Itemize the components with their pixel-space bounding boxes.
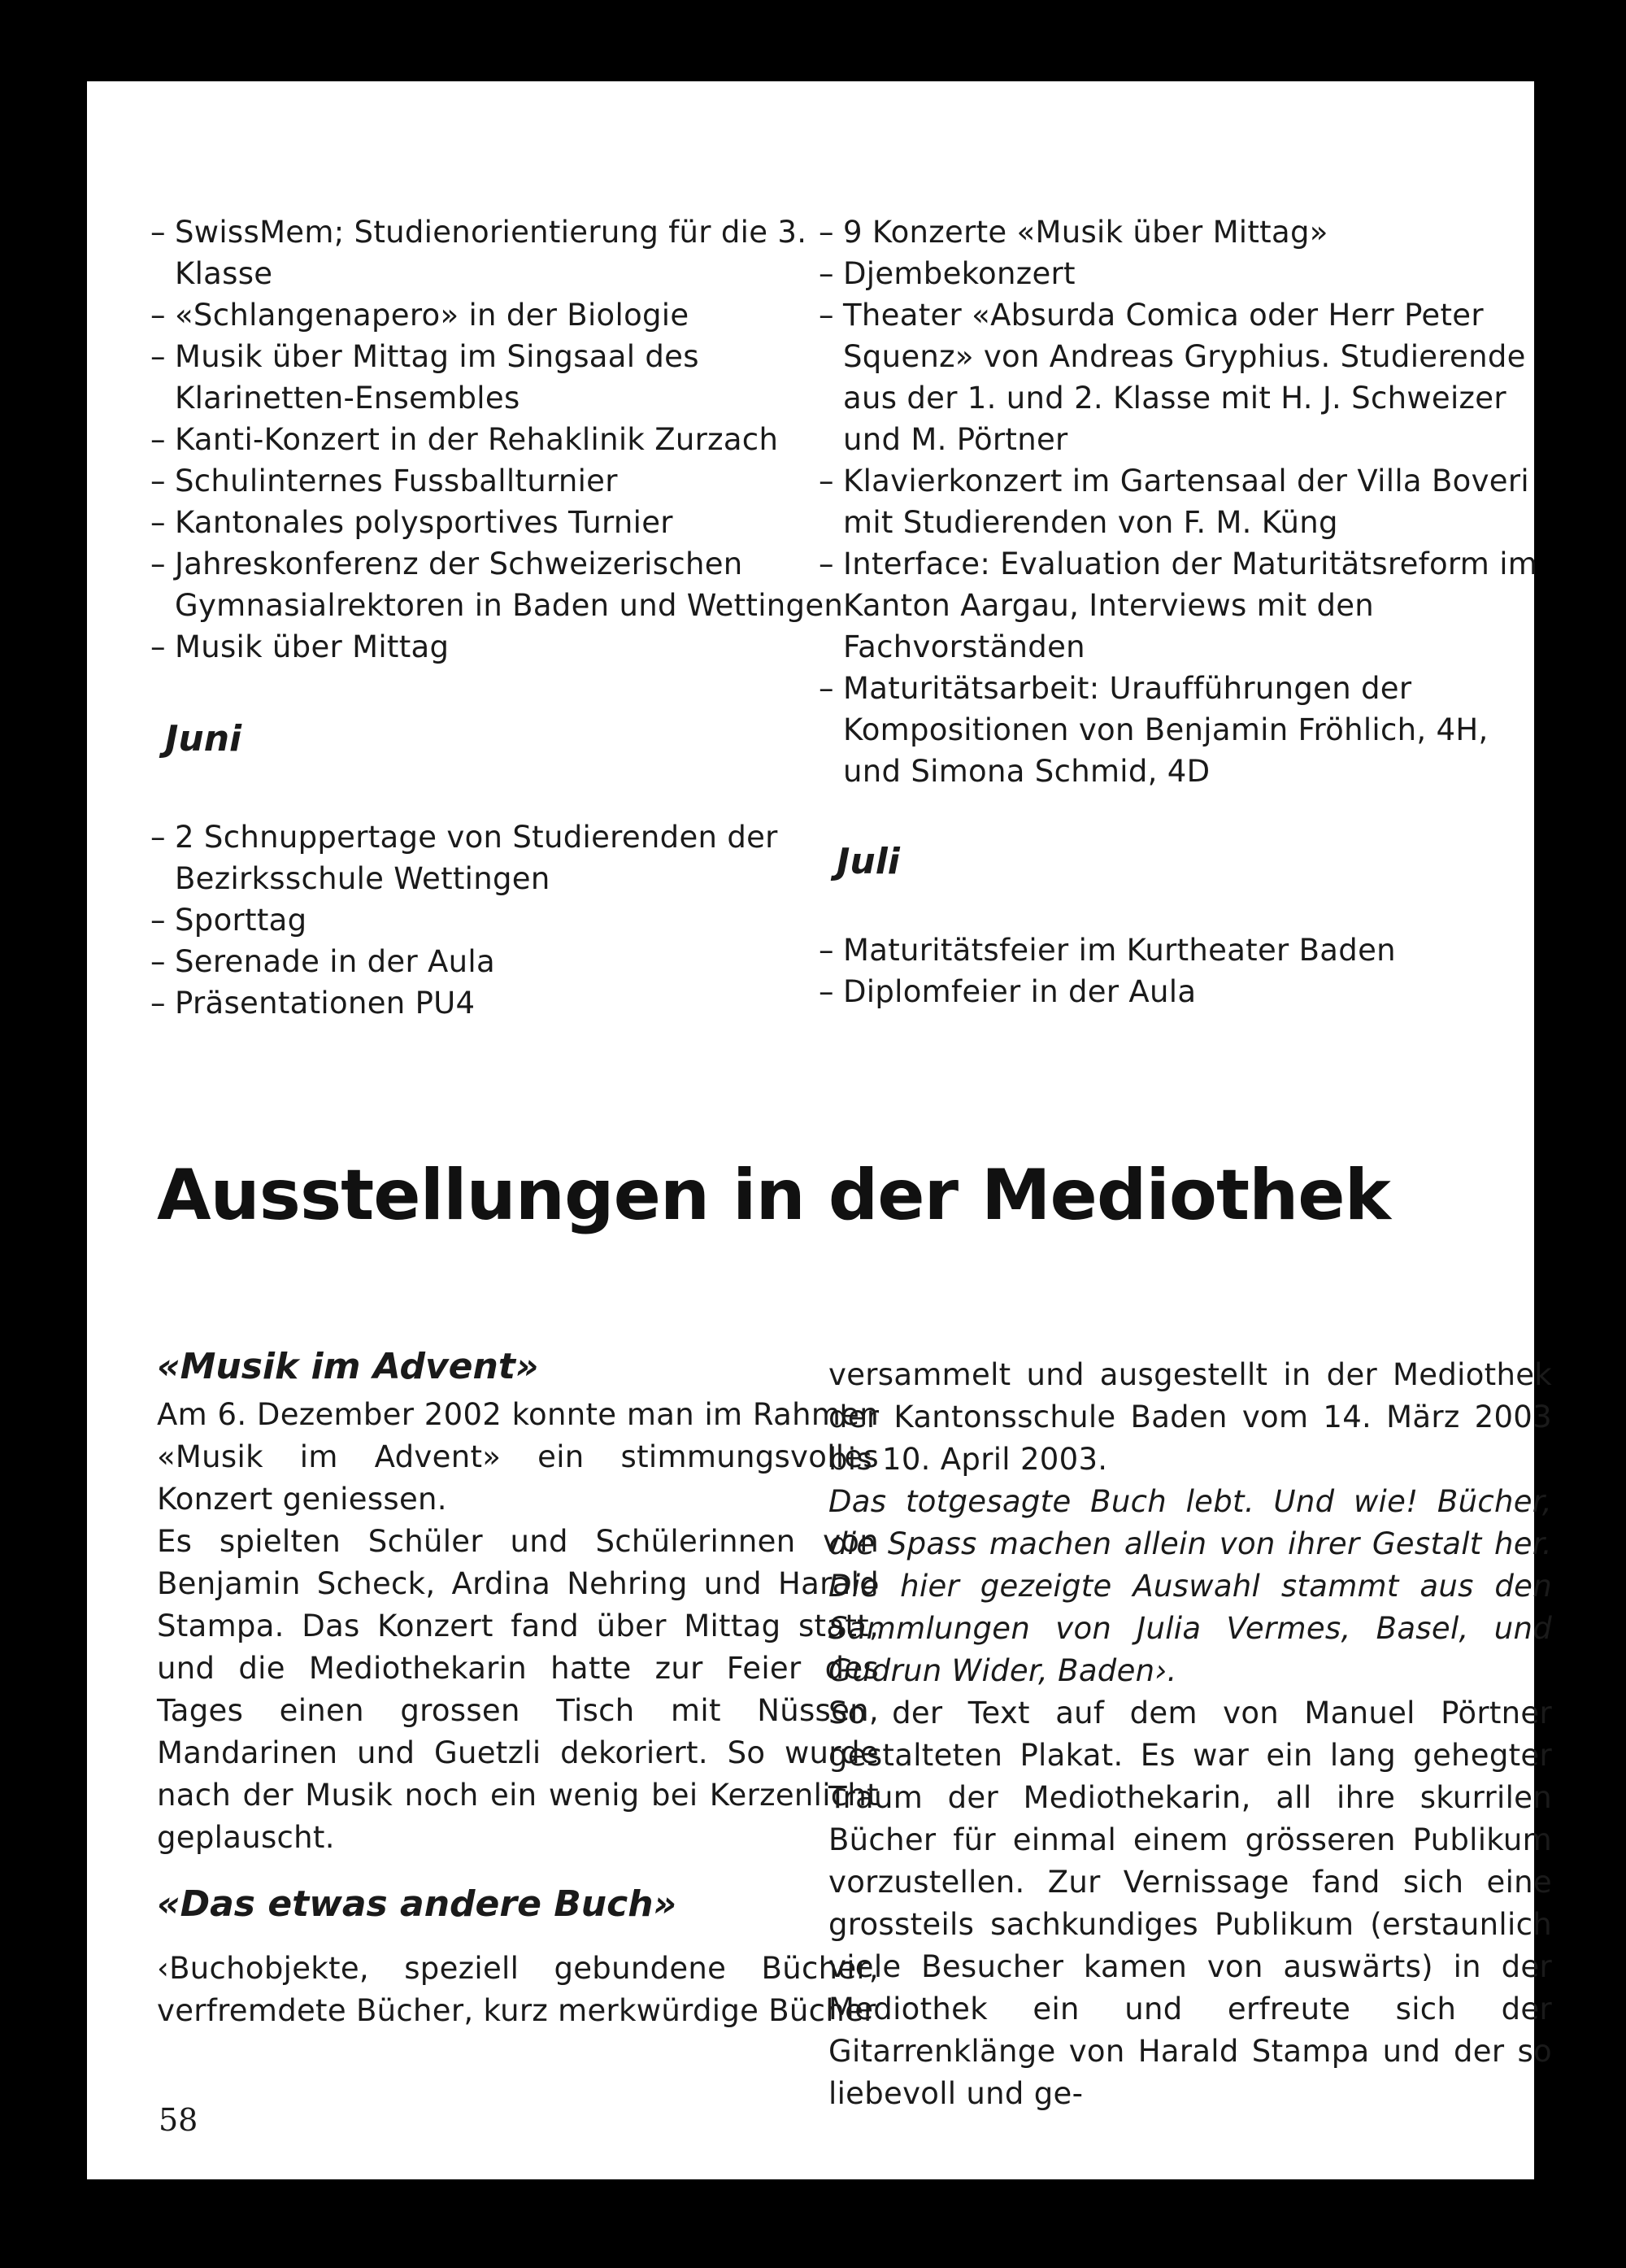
paragraph: Es spielten Schüler und Schülerinnen von Benjamin Scheck, Ardina Nehring und Harald Stampa. Das Konzert fand über Mittag statt, und die Mediothekarin hatte zur Feier des Tages einen grossen Tisch mit Nüssen, Mandarinen und Guetzli dekoriert. So wurde nach der Musik noch ein wenig bei Kerzenlicht geplauscht. xyxy=(157,1524,879,1855)
events-list-juni xyxy=(150,816,879,1024)
list-item: – 9 Konzerte «Musik über Mittag» xyxy=(819,211,1550,253)
paragraph: Am 6. Dezember 2002 konnte man im Rahmen «Musik im Advent» ein stimmungsvolles Konzert geniessen. xyxy=(157,1397,879,1517)
list-item: – Theater «Absurda Comica oder Herr Peter Squenz» von Andreas Gryphius. Studierende aus der 1. und 2. Klasse mit H. J. Schweizer und M. Pörtner xyxy=(819,294,1550,460)
document-page xyxy=(87,81,1552,2179)
page-number: 58 xyxy=(159,2102,198,2138)
events-list-continued xyxy=(819,211,1550,792)
list-item: – Maturitätsarbeit: Uraufführungen der Kompositionen von Benjamin Fröhlich, 4H, und Simona Schmid, 4D xyxy=(819,668,1550,792)
list-item: – Diplomfeier in der Aula xyxy=(819,971,1550,1012)
list-item: – SwissMem; Studienorientierung für die 3. Klasse xyxy=(150,211,879,294)
list-item: – Kanti-Konzert in der Rehaklinik Zurzach xyxy=(150,419,879,460)
list-item: – Jahreskonferenz der Schweizerischen Gymnasialrektoren in Baden und Wettingen xyxy=(150,543,879,626)
events-list-may xyxy=(150,211,879,668)
list-item: – Klavierkonzert im Gartensaal der Villa Boveri mit Studierenden von F. M. Küng xyxy=(819,460,1550,543)
list-item: – Sporttag xyxy=(150,899,879,941)
list-item: – Musik über Mittag im Singsaal des Klarinetten-Ensembles xyxy=(150,336,879,419)
section-title: Ausstellungen in der Mediothek xyxy=(157,1155,1390,1236)
left-column-article xyxy=(157,1346,879,2032)
left-column-events xyxy=(150,211,879,1024)
list-item: – Interface: Evaluation der Maturitätsreform im Kanton Aargau, Interviews mit den Fachvorständen xyxy=(819,543,1550,668)
paragraph: So der Text auf dem von Manuel Pörtner gestalteten Plakat. Es war ein lang gehegter Traum der Mediothekarin, all ihre skurrilen Bücher für einmal einem grösseren Publikum vorzustellen. Zur Vernissage fand sich eine grossteils sachkundiges Publikum (erstaunlich viele Besucher kamen von auswärts) in der Mediothek ein und erfreute sich der Gitarrenklänge von Harald Stampa und der so liebevoll und ge- xyxy=(828,1696,1552,2111)
quote-paragraph: Das totgesagte Buch lebt. Und wie! Bücher, die Spass machen allein von ihrer Gestalt her. Die hier gezeigte Auswahl stammt aus den Sammlungen von Julia Vermes, Basel, und Gudrun Wider, Baden›. xyxy=(828,1484,1552,1688)
paragraph: ‹Buchobjekte, speziell gebundene Bücher, verfremdete Bücher, kurz merkwürdige Bücher xyxy=(157,1951,879,2028)
list-item: – Maturitätsfeier im Kurtheater Baden xyxy=(819,929,1550,971)
right-column-article xyxy=(828,1354,1552,2115)
list-item: – Musik über Mittag xyxy=(150,626,879,668)
right-column-events xyxy=(819,211,1550,1012)
month-heading-juli: Juli xyxy=(837,841,900,882)
events-list-juli xyxy=(819,929,1550,1012)
list-item: – Präsentationen PU4 xyxy=(150,982,879,1024)
list-item: – Kantonales polysportives Turnier xyxy=(150,502,879,543)
list-item: – Serenade in der Aula xyxy=(150,941,879,982)
paragraph: versammelt und ausgestellt in der Mediothek der Kantonsschule Baden vom 14. März 2003 bis 10. April 2003. xyxy=(828,1357,1552,1477)
article-heading-buch: «Das etwas andere Buch» xyxy=(157,1883,677,1925)
month-heading-juni: Juni xyxy=(165,718,242,760)
list-item: – Djembekonzert xyxy=(819,253,1550,294)
list-item: – Schulinternes Fussballturnier xyxy=(150,460,879,502)
article-heading-advent: «Musik im Advent» xyxy=(157,1346,539,1387)
list-item: – «Schlangenapero» in der Biologie xyxy=(150,294,879,336)
list-item: – 2 Schnuppertage von Studierenden der Bezirksschule Wettingen xyxy=(150,816,879,899)
